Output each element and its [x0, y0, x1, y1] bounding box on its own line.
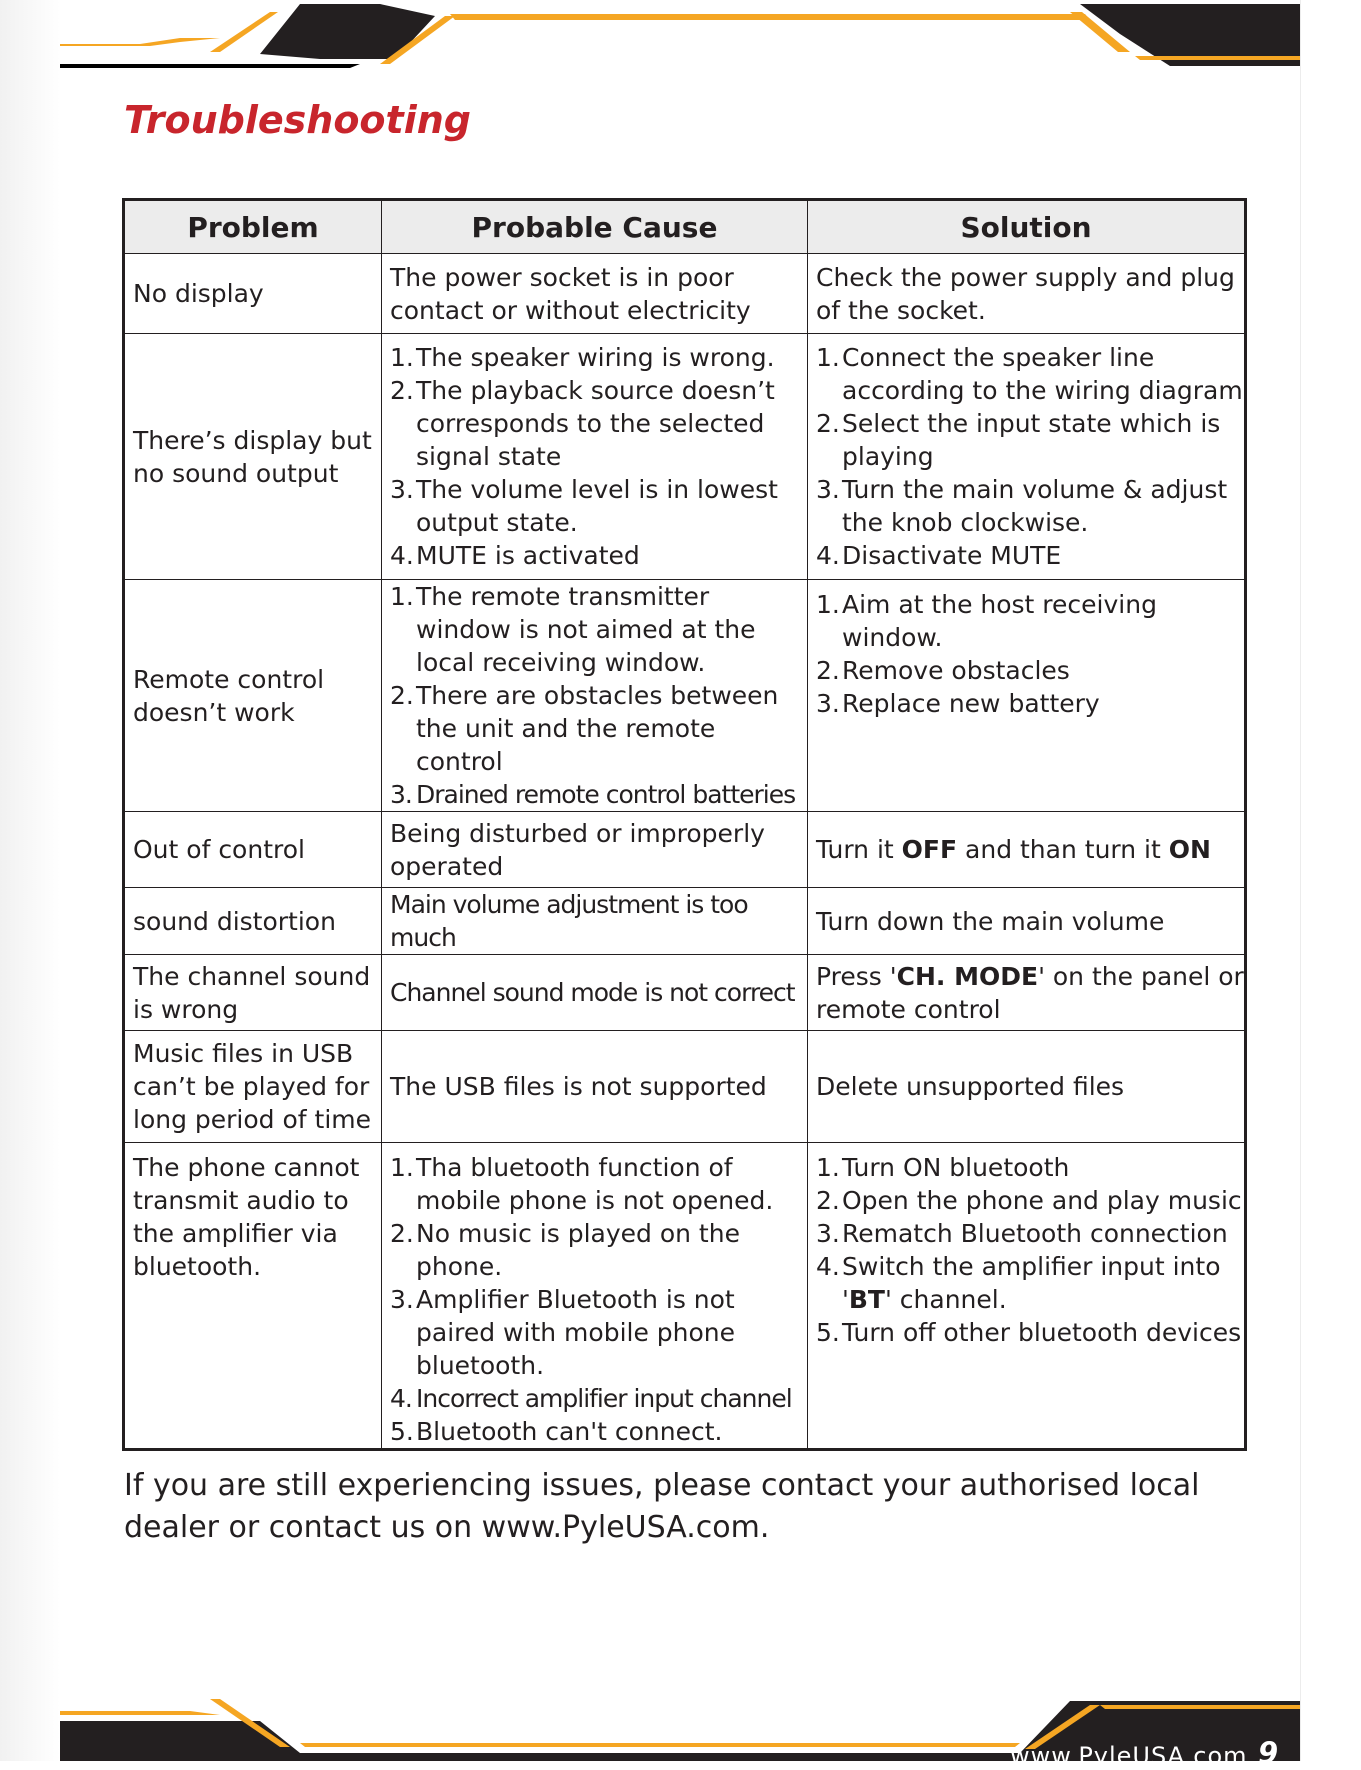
problem-cell: sound distortion — [124, 888, 382, 955]
list-item: 4. Incorrect amplifier input channel — [390, 1384, 792, 1413]
solution-cell — [808, 334, 1246, 580]
header-solution: Solution — [808, 200, 1246, 254]
cause-cell: Channel sound mode is not correct — [382, 955, 808, 1031]
table-row — [124, 1143, 1246, 1450]
list-item: 2. There are obstacles between the unit and the remote control — [390, 681, 779, 776]
page-right-edge — [1300, 0, 1301, 1761]
cause-cell: Being disturbed or improperly operated — [382, 812, 808, 888]
list-item: 3. Drained remote control batteries — [390, 780, 796, 809]
troubleshooting-table — [122, 198, 1247, 1451]
list-item: 3. Amplifier Bluetooth is not paired with mobile phone bluetooth. — [390, 1285, 736, 1380]
list-item: 1. Tha bluetooth function of mobile phone is not opened. — [390, 1153, 774, 1215]
list-item: 1. The speaker wiring is wrong. — [390, 343, 775, 372]
table-row — [124, 888, 1246, 955]
list-item: 3. Replace new battery — [816, 689, 1100, 718]
problem-cell: Music files in USB can’t be played for long period of time — [124, 1031, 382, 1143]
header-problem: Problem — [124, 200, 382, 254]
table-row — [124, 254, 1246, 334]
solution-cell — [808, 580, 1246, 812]
problem-cell: Out of control — [124, 812, 382, 888]
page-number: 9 — [1258, 1736, 1279, 1770]
solution-cell: Turn it OFF and than turn it ON — [808, 812, 1246, 888]
list-item: 2. The playback source doesn’t corresponds to the selected signal state — [390, 376, 775, 471]
header-probable-cause: Probable Cause — [382, 200, 808, 254]
closing-note: If you are still experiencing issues, please contact your authorised local dealer or contact us on www.PyleUSA.com. — [124, 1468, 1200, 1545]
table-row — [124, 955, 1246, 1031]
list-item: 3. Turn the main volume & adjust the knob clockwise. — [816, 475, 1228, 537]
footer-website: www.PyleUSA.com — [1010, 1742, 1248, 1770]
problem-cell: Remote control doesn’t work — [124, 580, 382, 812]
solution-cell: Delete unsupported files — [808, 1031, 1246, 1143]
cause-cell — [382, 580, 808, 812]
solution-cell: Press 'CH. MODE' on the panel or remote control — [808, 955, 1246, 1031]
table-row — [124, 334, 1246, 580]
problem-cell: The channel sound is wrong — [124, 955, 382, 1031]
page-left-shadow — [0, 0, 60, 1761]
list-item: 1. Turn ON bluetooth — [816, 1153, 1070, 1182]
problem-cell: The phone cannot transmit audio to the amplifier via bluetooth. — [124, 1143, 382, 1450]
list-item: 2. Open the phone and play music — [816, 1186, 1242, 1215]
cause-cell: The USB files is not supported — [382, 1031, 808, 1143]
solution-cell: Check the power supply and plug of the socket. — [808, 254, 1246, 334]
header-banner — [60, 4, 1300, 74]
cause-cell: Main volume adjustment is too much — [382, 888, 808, 955]
list-item: 1. Aim at the host receiving window. — [816, 590, 1157, 652]
list-item: 1. The remote transmitter window is not aimed at the local receiving window. — [390, 582, 756, 677]
list-item: 2. Select the input state which is playing — [816, 409, 1221, 471]
cause-cell — [382, 1143, 808, 1450]
list-item: 1. Connect the speaker line according to the wiring diagram — [816, 343, 1243, 405]
cause-cell: The power socket is in poor contact or without electricity — [382, 254, 808, 334]
table-row — [124, 1031, 1246, 1143]
list-item: 2. Remove obstacles — [816, 656, 1070, 685]
solution-cell: Turn down the main volume — [808, 888, 1246, 955]
list-item: 4. Switch the amplifier input into 'BT' channel. — [816, 1252, 1221, 1314]
solution-cell — [808, 1143, 1246, 1450]
list-item: 3. The volume level is in lowest output state. — [390, 475, 778, 537]
table-header-row — [124, 200, 1246, 254]
problem-cell: There’s display but no sound output — [124, 334, 382, 580]
list-item: 2. No music is played on the phone. — [390, 1219, 740, 1281]
problem-cell: No display — [124, 254, 382, 334]
list-item: 5. Turn off other bluetooth devices — [816, 1318, 1242, 1347]
list-item: 3. Rematch Bluetooth connection — [816, 1219, 1228, 1248]
table-row — [124, 812, 1246, 888]
list-item: 4. Disactivate MUTE — [816, 541, 1062, 570]
page-title: Troubleshooting — [124, 98, 471, 142]
list-item: 5. Bluetooth can't connect. — [390, 1417, 723, 1446]
list-item: 4. MUTE is activated — [390, 541, 640, 570]
table-row — [124, 580, 1246, 812]
cause-cell — [382, 334, 808, 580]
